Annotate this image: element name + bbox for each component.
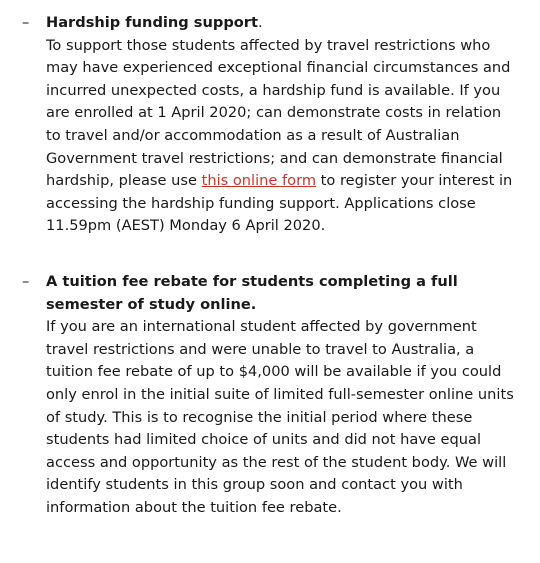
item-body-before-link: To support those students affected by travel restrictions who may have experienced exceptional financial circumstances and incurred unexpected costs, a hardship fund is available. If you are enrolled at 1 April 2020; can demonstrate costs in relation to travel and/or accommodation as a result of Australian Government travel restrictions; and can demonstrate financial hardship, please use [46, 36, 511, 190]
list-bullet-dash: – [22, 272, 30, 290]
item-body: If you are an international student affected by government travel restrictions and were unable to travel to Australia, a tuition fee rebate of up to $4,000 will be available if you could only enrol in the initial suite of limited full-semester online units of study. This is to recognise the initial period where these students had limited choice of units and did not have equal access and opportunity as the rest of the student body. We will identify students in this group soon and contact you with information about the tuition fee rebate. [46, 318, 514, 516]
item-heading [46, 12, 520, 35]
content-list [0, 12, 540, 519]
item-body [46, 35, 520, 238]
item-heading-text: Hardship funding support [46, 14, 258, 31]
online-form-link[interactable]: this online form [201, 172, 317, 190]
item-heading-suffix: . [257, 14, 263, 31]
item-body-after-link: to register your interest in accessing the hardship funding support. Applications close 11.59pm (AEST) Monday 6 April 2020. [46, 172, 513, 235]
list-item-hardship-funding [0, 12, 540, 238]
item-heading: A tuition fee rebate for students completing a full semester of study online. [46, 272, 458, 313]
list-bullet-dash: – [22, 14, 30, 31]
list-item-tuition-fee-rebate [0, 271, 540, 520]
